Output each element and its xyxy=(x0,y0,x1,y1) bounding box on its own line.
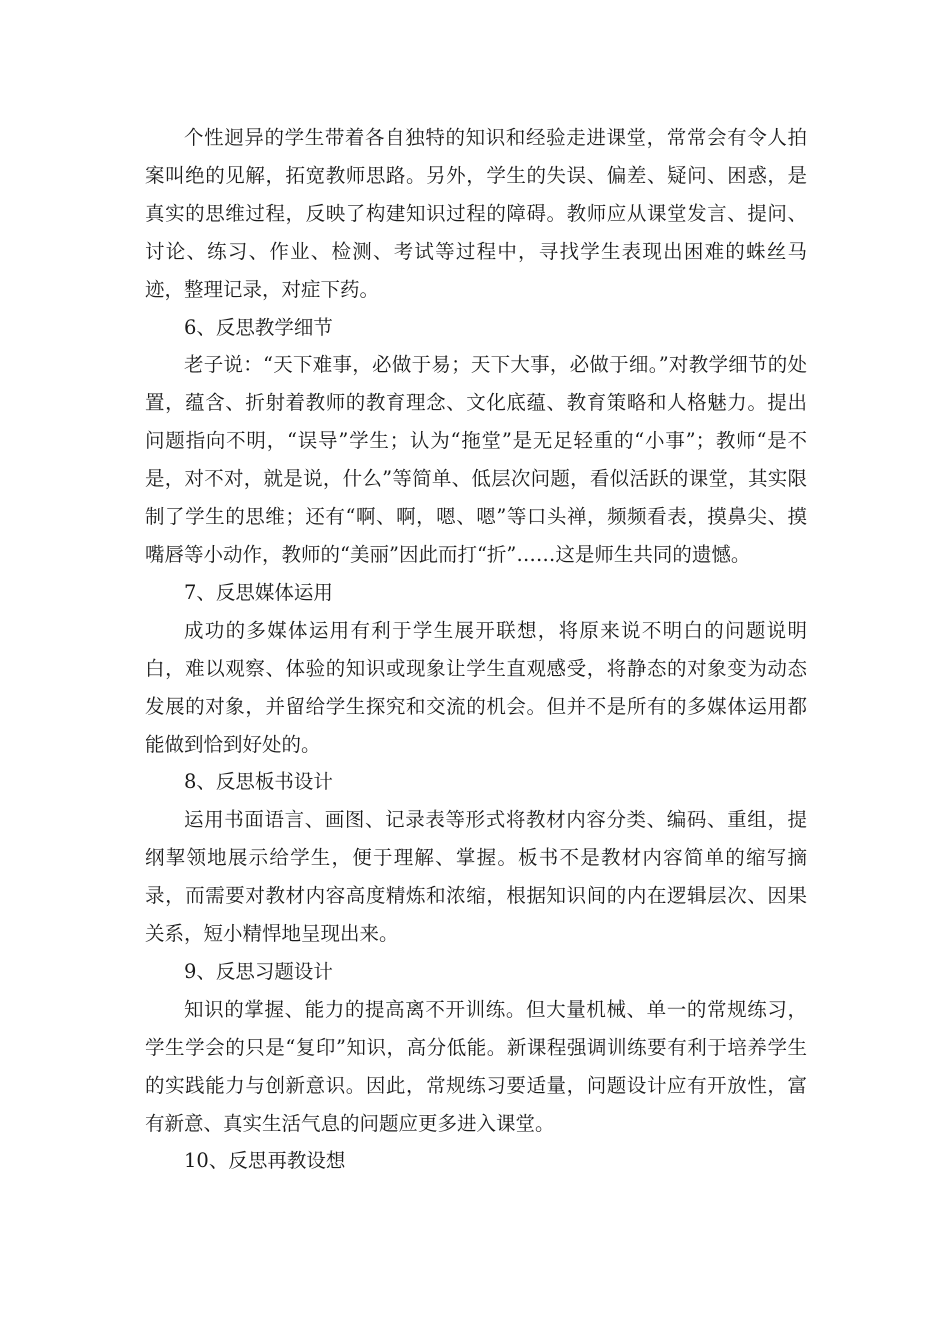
document-body xyxy=(145,119,807,1180)
section-heading: 6、反思教学细节 xyxy=(184,315,333,339)
section-heading: 7、反思媒体运用 xyxy=(184,580,333,604)
body-paragraph: 成功的多媒体运用有利于学生展开联想，将原来说不明白的问题说明白，难以观察、体验的知识或现象让学生直观感受，将静态的对象变为动态发展的对象，并留给学生探究和交流的机会。但并不是所有的多媒体运用都能做到恰到好处的。 xyxy=(145,618,807,756)
body-paragraph: 老子说：“天下难事，必做于易；天下大事，必做于细。”对教学细节的处置，蕴含、折射着教师的教育理念、文化底蕴、教育策略和人格魅力。提出问题指向不明，“误导”学生；认为“拖堂”是无足轻重的“小事”；教师“是不是，对不对，就是说，什么”等简单、低层次问题，看似活跃的课堂，其实限制了学生的思维；还有“啊、啊，嗯、嗯”等口头禅，频频看表，摸鼻尖、摸嘴唇等小动作，教师的“美丽”因此而打“折”……这是师生共同的遗憾。 xyxy=(145,353,807,566)
body-paragraph: 知识的掌握、能力的提高离不开训练。但大量机械、单一的常规练习，学生学会的只是“复印”知识，高分低能。新课程强调训练要有利于培养学生的实践能力与创新意识。因此，常规练习要适量，问题设计应有开放性，富有新意、真实生活气息的问题应更多进入课堂。 xyxy=(145,997,807,1135)
section-heading: 8、反思板书设计 xyxy=(184,770,333,794)
body-paragraph: 个性迥异的学生带着各自独特的知识和经验走进课堂，常常会有令人拍案叫绝的见解，拓宽教师思路。另外，学生的失误、偏差、疑问、困惑，是真实的思维过程，反映了构建知识过程的障碍。教师应从课堂发言、提问、讨论、练习、作业、检测、考试等过程中，寻找学生表现出困难的蛛丝马迹，整理记录，对症下药。 xyxy=(145,126,807,301)
body-paragraph: 运用书面语言、画图、记录表等形式将教材内容分类、编码、重组，提纲挈领地展示给学生，便于理解、掌握。板书不是教材内容简单的缩写摘录，而需要对教材内容高度精炼和浓缩，根据知识间的内在逻辑层次、因果关系，短小精悍地呈现出来。 xyxy=(145,808,807,946)
section-heading: 10、反思再教设想 xyxy=(184,1149,346,1173)
section-heading: 9、反思习题设计 xyxy=(184,959,333,983)
